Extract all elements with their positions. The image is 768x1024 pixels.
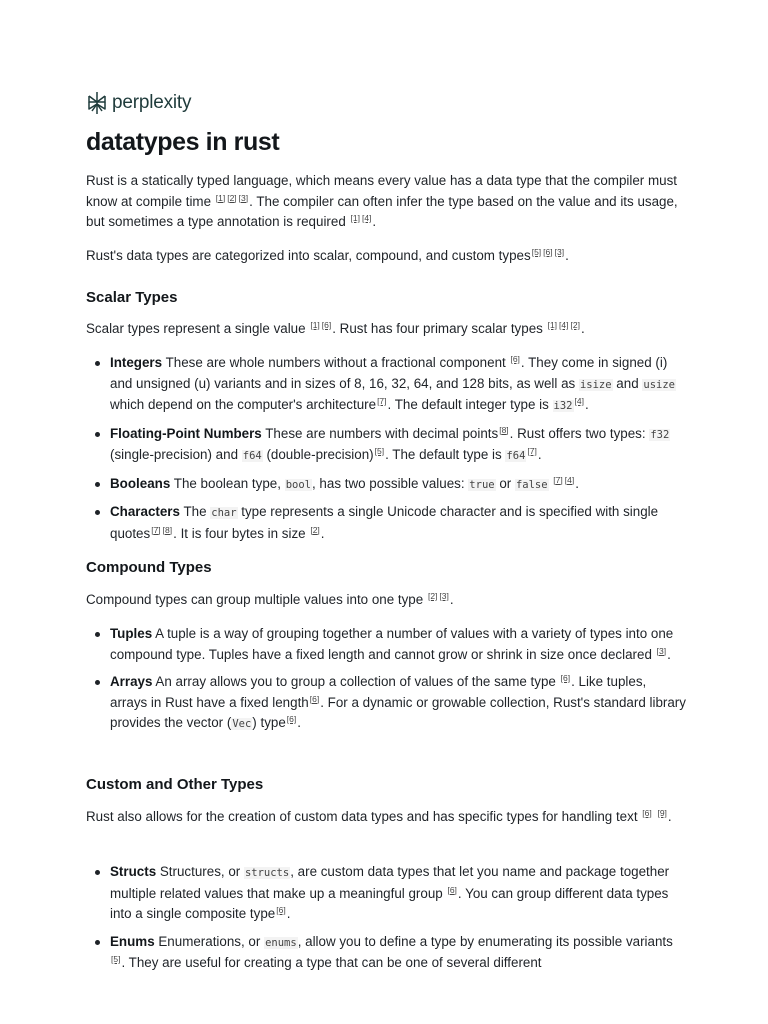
citation-link[interactable]: [9] [657,808,667,818]
answer-content [86,90,686,970]
scalar-types-list [86,353,686,551]
citation-link[interactable]: [7] [527,446,537,456]
citation-link[interactable]: [5] [531,247,542,257]
citation-link[interactable]: [4] [559,320,569,330]
citation-link[interactable]: [3] [554,247,565,257]
list-item-enums: Enums Enumerations, or enums, allow you to define a type by enumerating its possible variants [5]. They are useful for creating a type that can be one of several different [110,932,686,974]
citation-link[interactable]: [3] [656,645,667,656]
citation-link[interactable]: [6] [642,808,652,818]
citation-link[interactable]: [1] [215,192,226,203]
citation-link[interactable]: [6] [309,693,320,704]
citation-link[interactable]: [8] [499,424,509,435]
citation-link[interactable]: [4] [361,213,372,223]
citation-link[interactable]: [1] [350,213,360,223]
list-item-integers: Integers These are whole numbers without a fractional component [6]. They come in signed (i) and unsigned (u) variants and in sizes of 8, 16, 32, 64, and 128 bits, as well as isize and usize which depend on the computer's architecture[7]. The default integer type is i32 [4]. [110,353,686,417]
brand-logo[interactable] [86,90,686,116]
citation-link[interactable]: [4] [564,474,575,485]
list-item-arrays: Arrays An array allows you to group a collection of values of the same type [6]. Like tuples, arrays in Rust have a fixed length[6]. For a dynamic or growable collection, Rust's standard library provides the vector (Vec) type[6]. [110,672,686,735]
list-item-booleans: Booleans The boolean type, bool, has two possible values: true or false [7] [4]. [110,474,686,496]
custom-types-list [86,862,686,981]
citation-link[interactable]: [6] [286,714,297,724]
citation-link[interactable]: [5] [374,446,385,456]
citation-link[interactable]: [6] [560,673,571,683]
intro-paragraph: Rust is a statically typed language, which means every value has a data type that the compiler must know at compile time [1] [2] [3]. The compiler can often infer the type based on the value and its usage, but sometimes a type annotation is required [1] [4]. [86,173,678,229]
citation-link[interactable]: [6] [447,884,457,895]
citation-link[interactable]: [6] [321,320,332,330]
list-item-characters: Characters The char type represents a single Unicode character and is specified with single quotes[7] [8]. It is four bytes in size [2]. [110,502,686,544]
page-title: datatypes in rust [86,128,280,156]
citation-link[interactable]: [8] [162,524,173,535]
compound-types-list [86,624,686,742]
categories-paragraph: Rust's data types are categorized into scalar, compound, and custom types[5] [6] [3]. [86,247,569,263]
section-heading-custom: Custom and Other Types [86,776,264,793]
citation-link[interactable]: [6] [543,247,553,257]
perplexity-logo-icon [86,91,108,115]
compound-intro: Compound types can group multiple values into one type [2] [3]. [86,591,454,607]
citation-link[interactable]: [2] [427,591,438,601]
citation-link[interactable]: [5] [111,954,121,964]
citation-link[interactable]: [1] [547,320,558,330]
citation-link[interactable]: [3] [238,192,249,203]
citation-link[interactable]: [7] [377,396,387,406]
citation-link[interactable]: [3] [439,591,449,601]
citation-link[interactable]: [7] [553,474,563,485]
citation-link[interactable]: [2] [227,192,237,203]
section-heading-scalar: Scalar Types [86,289,178,306]
citation-link[interactable]: [6] [276,905,286,915]
custom-intro: Rust also allows for the creation of custom data types and has specific types for handling text [6] [9]. [86,808,672,824]
list-item-structs: Structs Structures, or structs, are custom data types that let you name and package together multiple related values that make up a meaningful group [6]. You can group different data types into a single composite type[6]. [110,862,686,925]
citation-link[interactable]: [2] [310,524,320,535]
citation-link[interactable]: [1] [310,320,320,330]
list-item-floating-point: Floating-Point Numbers These are numbers with decimal points[8]. Rust offers two types: f32 (single-precision) and f64 (double-precision)[5]. The default type is f64 [7]. [110,424,686,467]
brand-name: perplexity [112,92,192,113]
section-heading-compound: Compound Types [86,559,212,576]
citation-link[interactable]: [6] [510,354,520,364]
citation-link[interactable]: [7] [151,524,161,535]
list-item-tuples: Tuples A tuple is a way of grouping together a number of values with a variety of types into one compound type. Tuples have a fixed length and cannot grow or shrink in size once declared [3]. [110,624,686,665]
citation-link[interactable]: [4] [574,396,584,406]
citation-link[interactable]: [2] [570,320,580,330]
scalar-intro: Scalar types represent a single value [1] [6]. Rust has four primary scalar types [1] [4] [2]. [86,320,585,336]
